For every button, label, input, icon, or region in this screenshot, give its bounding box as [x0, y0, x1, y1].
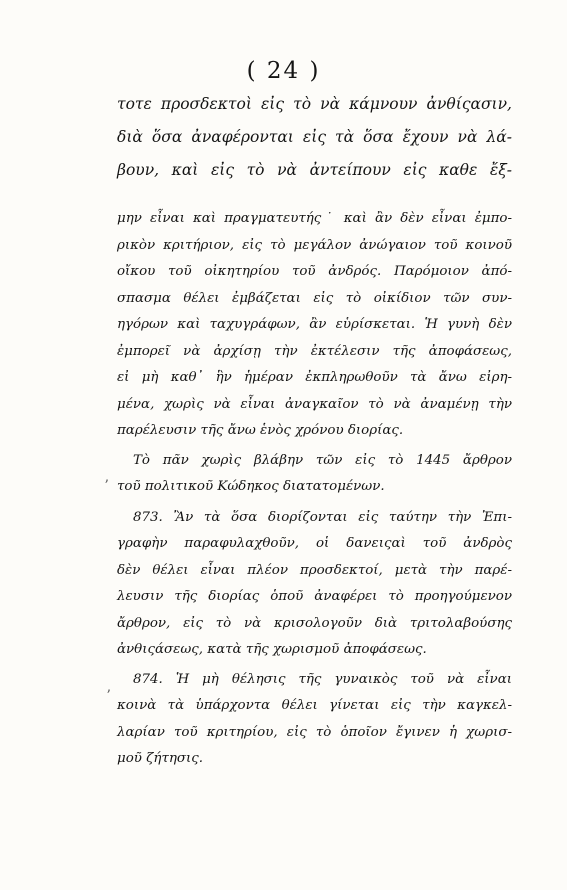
text-line: ηγόρων καὶ ταχυγράφων, ἂν εὑρίσκεται. Ἡ γυνὴ δὲν [117, 317, 512, 332]
text-line: Τὸ πᾶν χωρὶς βλάβην τῶν εἰς τὸ 1445 ἄρθρον [133, 453, 512, 468]
text-line: μην εἶναι καὶ πραγματευτής˙ καὶ ἂν δὲν εἶναι ἐμπο- [117, 211, 512, 226]
page-number: ( 24 ) [246, 58, 321, 84]
text-line: οἴκου τοῦ οἰκητηρίου τοῦ ἀνδρός. Παρόμοιον ἀπό- [117, 264, 512, 279]
text-line: κοινὰ τὰ ὑπάρχοντα θέλει γίνεται εἰς τὴν καγκελ- [117, 698, 512, 713]
text-line: εἰ μὴ καθ᾽ ἣν ἡμέραν ἐκπληρωθοῦν τὰ ἄνω εἰρη- [117, 370, 512, 385]
text-line: παρέλευσιν τῆς ἄνω ἑνὸς χρόνου διορίας. [117, 423, 404, 438]
margin-mark: ʼ [106, 688, 111, 704]
text-line: λαρίαν τοῦ κριτηρίου, εἰς τὸ ὁποῖον ἔγινεν ἡ χωρισ- [117, 725, 512, 740]
text-line: δὲν θέλει εἶναι πλέον προσδεκτοί, μετὰ τὴν παρέ- [117, 563, 512, 578]
text-line: ἀνθιςάσεως, κατὰ τῆς χωρισμοῦ ἀποφάσεως. [117, 642, 427, 657]
text-line: τοτε προσδεκτοὶ εἰς τὸ νὰ κάμνουν ἀνθίςασιν, [117, 95, 512, 113]
text-line: ἄρθρον, εἰς τὸ νὰ κρισολογοῦν διὰ τριτολαβούσης [117, 616, 512, 631]
text-line: σπασμα θέλει ἐμβάζεται εἰς τὸ οἰκίδιον τῶν συν- [117, 291, 512, 306]
text-line: τοῦ πολιτικοῦ Κώδηκος διατατομένων. [117, 479, 385, 494]
paragraph-873-start: 873. Ἂν τὰ ὅσα διορίζονται εἰς ταύτην τὴν Ἐπι- [133, 510, 512, 525]
text-line: διὰ ὅσα ἀναφέρονται εἰς τὰ ὅσα ἔχουν νὰ λά- [117, 128, 512, 146]
text-line: ἐμπορεῖ νὰ ἀρχίσῃ τὴν ἐκτέλεσιν τῆς ἀποφάσεως, [117, 344, 512, 359]
text-line: μοῦ ζήτησις. [117, 751, 204, 766]
paragraph-874-start: 874. Ἡ μὴ θέλησις τῆς γυναικὸς τοῦ νὰ εἶναι [133, 672, 512, 687]
text-line: μένα, χωρὶς νὰ εἶναι ἀναγκαῖον τὸ νὰ ἀναμένῃ τὴν [117, 397, 512, 412]
margin-mark: ʼ [104, 478, 109, 494]
text-line: γραφὴν παραφυλαχθοῦν, οἱ δανειςαὶ τοῦ ἀνδρὸς [117, 536, 512, 551]
text-line: ρικὸν κριτήριον, εἰς τὸ μεγάλον ἀνώγαιον τοῦ κοινοῦ [117, 238, 512, 253]
text-line: λευσιν τῆς διορίας ὁποῦ ἀναφέρει τὸ προηγούμενον [117, 589, 512, 604]
text-line: βουν, καὶ εἰς τὸ νὰ ἀντείπουν εἰς καθε ἔξ- [117, 161, 512, 179]
